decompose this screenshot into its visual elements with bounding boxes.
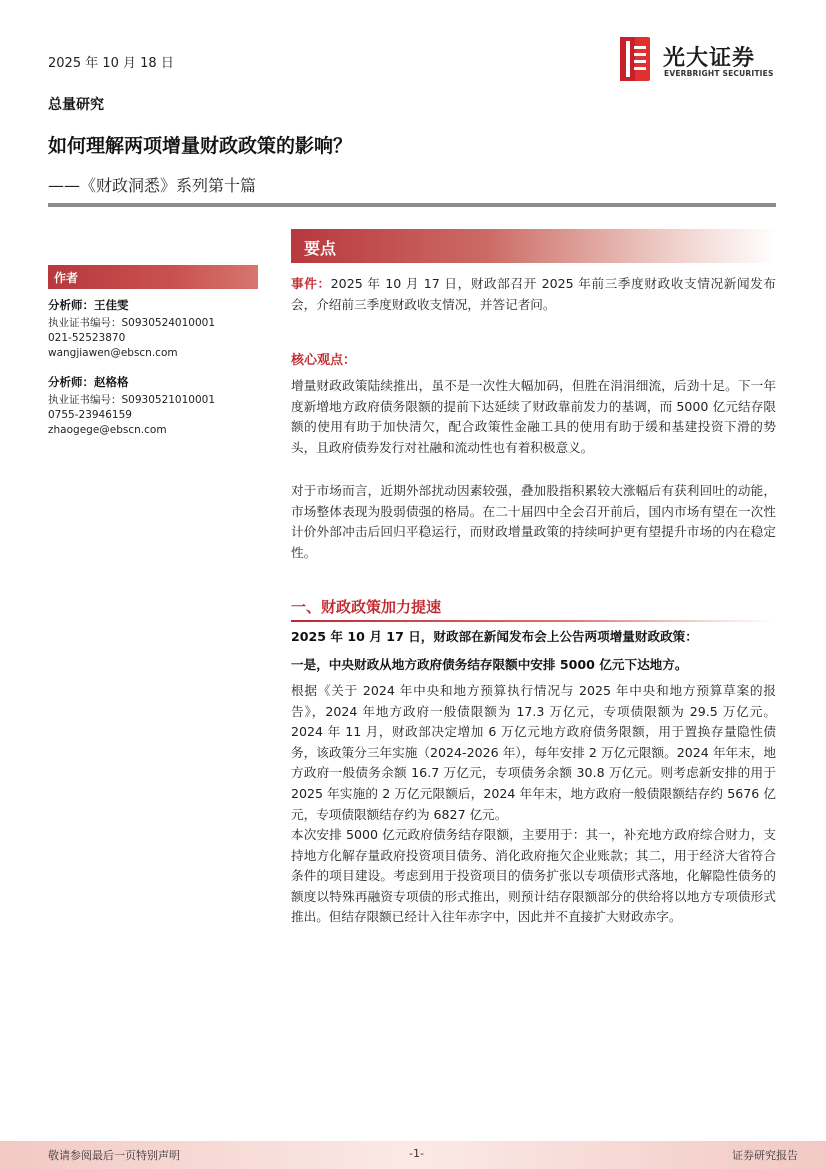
key-points-heading: 要点: [304, 239, 337, 258]
report-title: 如何理解两项增量财政政策的影响？: [48, 135, 353, 157]
analyst-email[interactable]: wangjiawen@ebscn.com: [48, 347, 178, 359]
core-view-paragraph-1: 增量财政政策陆续推出，虽不是一次性大幅加码，但胜在涓涓细流，后劲十足。下一年度新增地方政府债务限额的提前下达延续了财政靠前发力的基调，而 5000 亿元结存限额的使用有助于加快清欠，配合政策性金融工具的使用有助于缓和基建投资下滑的势头，且政府债券发行对社融和流动性也有着积极意义。: [291, 378, 776, 455]
body-paragraph-1: 根据《关于 2024 年中央和地方预算执行情况与 2025 年中央和地方预算草案的报告》，2024 年地方政府一般债限额为 17.3 万亿元，专项债限额为 29.5 万亿元。2024 年 11 月，财政部决定增加 6 万亿元地方政府债务限额，用于置换存量隐性债务，该政策分三年实施（2024-2026 年），每年安排 2 万亿元限额。2024 年年末，地方政府一般债务余额 16.7 万亿元，专项债务余额 30.8 万亿元。则考虑新安排的用于 2025 年实施的 2 万亿元限额后，2024 年年末，地方政府一般债限额结存约 5676 亿元，专项债限额结存约为 6827 亿元。: [291, 683, 776, 822]
footer-disclaimer-note: 敬请参阅最后一页特别声明: [48, 1149, 180, 1162]
analyst-card: [48, 298, 215, 361]
analyst-card: [48, 375, 215, 438]
footer-report-type: 证券研究报告: [732, 1149, 798, 1162]
core-view-paragraph-2: 对于市场而言，近期外部扰动因素较强，叠加股指积累较大涨幅后有获利回吐的动能，市场整体表现为股弱债强的格局。在二十届四中全会召开前后，国内市场有望在一次性计价外部冲击后回归平稳运行，而财政增量政策的持续呵护更有望提升市场的内在稳定性。: [291, 483, 776, 560]
header-divider: [48, 203, 776, 207]
event-paragraph: [291, 274, 776, 315]
event-label: 事件：: [291, 276, 331, 291]
key-points-banner: [291, 229, 776, 263]
report-subtitle: ——《财政洞悉》系列第十篇: [48, 176, 257, 195]
analyst-name: 分析师：赵格格: [48, 375, 129, 389]
section-lead-1: 2025 年 10 月 17 日，财政部在新闻发布会上公告两项增量财政政策：: [291, 629, 698, 644]
everbright-logo-icon: [620, 37, 650, 81]
page-number: -1-: [409, 1147, 424, 1160]
analyst-name: 分析师：王佳雯: [48, 298, 129, 312]
core-view-label: 核心观点：: [291, 353, 357, 368]
section-underline: [291, 620, 776, 622]
report-category: 总量研究: [48, 97, 104, 113]
analyst-phone: 0755-23946159: [48, 409, 132, 421]
analyst-phone: 021-52523870: [48, 332, 126, 344]
company-logo: [620, 37, 780, 83]
logo-chinese-name: 光大证券: [663, 46, 756, 71]
section-title: 一、财政政策加力提速: [291, 598, 442, 616]
author-heading: 作者: [54, 271, 79, 285]
author-banner: [48, 265, 258, 289]
analyst-cert: 执业证书编号：S0930521010001: [48, 394, 216, 406]
body-paragraph-2: [291, 825, 776, 928]
logo-english-name: EVERBRIGHT SECURITIES: [664, 69, 774, 78]
analyst-email[interactable]: zhaogege@ebscn.com: [48, 424, 167, 436]
report-date: 2025 年 10 月 18 日: [48, 56, 174, 71]
body-paragraph-2-part-a: 本次安排 5000 亿元政府债务结存限额，主要用于：其一，补充地方政府综合财力，支持地方化解存量政府投资项目债务、消化政府拖欠企业账款；其二，用于经济大省符合条件的项目建设。考虑到用于投资项目的债务扩张以专项债形式落地，化解隐性债务的额度以特殊再融资专项债的形式推出，: [291, 827, 776, 904]
event-text: 2025 年 10 月 17 日，财政部召开 2025 年前三季度财政收支情况新闻发布会，介绍前三季度财政收支情况，并答记者问。: [291, 276, 776, 312]
section-lead-2: 一是，中央财政从地方政府债务结存限额中安排 5000 亿元下达地方。: [291, 657, 688, 672]
body-paragraph-2-part-b: 则预计结存限额部分的供给将以地方专项债形式推出。但结存限额已经计入往年赤字中，因此并不直接扩大财政赤字。: [291, 888, 777, 925]
analyst-cert: 执业证书编号：S0930524010001: [48, 317, 216, 329]
